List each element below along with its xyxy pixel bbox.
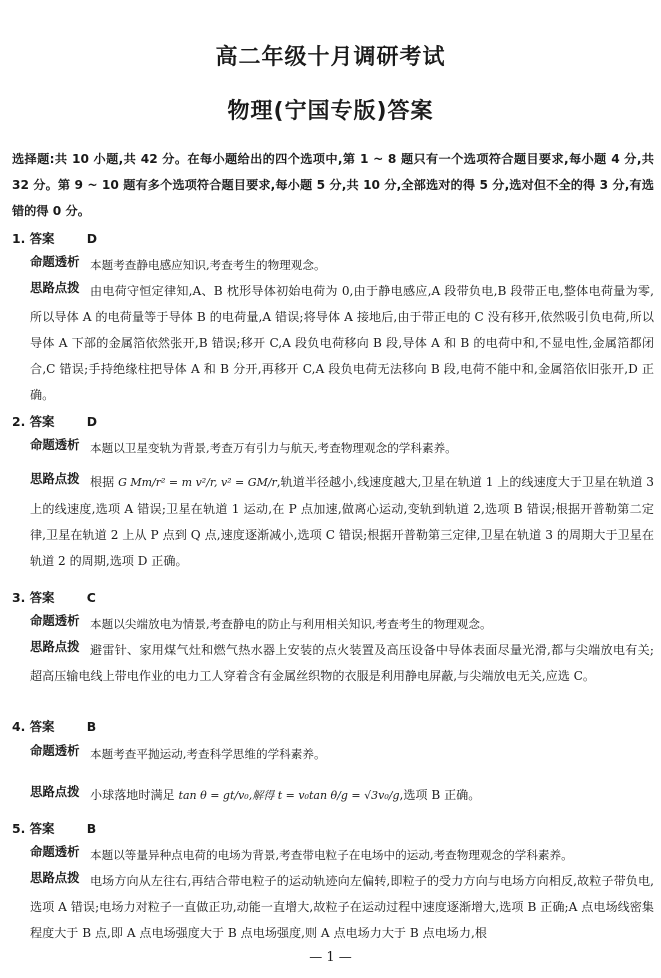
question-1-header (12, 229, 97, 247)
hint-lead: 小球落地时满足 (90, 788, 175, 802)
question-number: 4. (12, 719, 26, 734)
analysis-text: 本题考查静电感应知识,考查考生的物理观念。 (90, 258, 326, 272)
gravitation-formula: G Mm/r² = m v²/r, v² = GM/r (118, 476, 277, 489)
question-2-header (12, 412, 97, 430)
answer-label: 答案 (29, 821, 55, 836)
answer-value: C (86, 590, 96, 605)
hint-text (30, 782, 654, 809)
answer-label: 答案 (29, 414, 55, 429)
analysis-label: 命题透析 (30, 743, 80, 758)
hint-text: 由电荷守恒定律知,A、B 枕形导体初始电荷为 0,由于静电感应,A 段带负电,B 段带正电,整体电荷量为零,所以导体 A 的电荷量等于导体 B 的电荷量,A 错误;将导体 A 接地后,由于带正电的 C 没有移开,依然吸引负电荷,所以导体 A 下部的金属箔依然张开,B 错误;移开 C,A 段负电荷移向 B 段,导体 A 和 B 的电荷中和,不显电性,金属箔都闭合,C 错误;手持绝缘柱把导体 A 和 B 分开,再移开 C,A 段负电荷无法移向 B 段,电荷不能中和,金属箔依旧张开,D 正确。 (30, 284, 654, 402)
hint-label: 思路点拨 (30, 784, 80, 799)
analysis-text: 本题以尖端放电为情景,考查静电的防止与利用相关知识,考查考生的物理观念。 (90, 617, 492, 631)
page-number: — 1 — (309, 950, 352, 965)
question-number: 1. (12, 231, 26, 246)
question-5-header (12, 819, 96, 837)
question-3-hint (30, 637, 654, 689)
analysis-label: 命题透析 (30, 613, 80, 628)
analysis-label: 命题透析 (30, 254, 80, 269)
analysis-text: 本题以等量异种点电荷的电场为背景,考查带电粒子在电场中的运动,考查物理观念的学科素养。 (90, 848, 573, 862)
question-1-hint (30, 278, 654, 408)
projectile-formula: tan θ = gt/v₀,解得 t = v₀tan θ/g = √3v₀/g (178, 789, 400, 802)
answer-value: D (86, 414, 98, 429)
question-number: 3. (12, 590, 26, 605)
question-4-hint (30, 782, 654, 809)
answer-label: 答案 (29, 719, 55, 734)
answer-label: 答案 (29, 231, 55, 246)
analysis-text: 本题以卫星变轨为背景,考查万有引力与航天,考查物理观念的学科素养。 (90, 441, 457, 455)
answer-value: D (86, 231, 98, 246)
hint-text (30, 469, 654, 574)
page-subtitle: 物理(宁国专版)答案 (227, 99, 434, 124)
hint-body: ,选项 B 正确。 (399, 788, 481, 802)
hint-lead: 根据 (90, 475, 115, 489)
question-4-analysis (30, 741, 654, 767)
question-5-analysis (30, 842, 654, 868)
answer-label: 答案 (29, 590, 55, 605)
question-2-hint (30, 469, 654, 574)
section-instructions: 选择题:共 10 小题,共 42 分。在每小题给出的四个选项中,第 1 ~ 8 题只有一个选项符合题目要求,每小题 4 分,共 32 分。第 9 ~ 10 题有多个选项符合题目要求,每小题 5 分,共 10 分,全部选对的得 5 分,选对但不全的得 3 分,有选错的得 0 分。 (12, 152, 654, 218)
hint-text: 电场方向从左往右,再结合带电粒子的运动轨迹向左偏转,即粒子的受力方向与电场方向相反,故粒子带负电,选项 A 错误;电场力对粒子一直做正功,动能一直增大,故粒子在运动过程中速度逐渐增大,选项 B 正确;A 点电场线密集程度大于 B 点,即 A 点电场强度大于 B 点电场强度,则 A 点电场力大于 B 点电场力,根 (30, 874, 654, 940)
question-2-analysis (30, 435, 654, 461)
hint-text: 避雷针、家用煤气灶和燃气热水器上安装的点火装置及高压设备中导体表面尽量光滑,都与尖端放电有关;超高压输电线上带电作业的电力工人穿着含有金属丝织物的衣服是利用静电屏蔽,与尖端放电无关,应选 C。 (30, 643, 654, 683)
question-number: 5. (12, 821, 26, 836)
question-5-hint (30, 868, 654, 946)
hint-label: 思路点拨 (30, 870, 80, 885)
hint-label: 思路点拨 (30, 280, 80, 295)
question-4-header (12, 717, 96, 735)
question-3-analysis (30, 611, 654, 637)
question-3-header (12, 588, 96, 606)
analysis-label: 命题透析 (30, 844, 80, 859)
answer-value: B (86, 719, 97, 734)
hint-body: ,轨道半径越小,线速度越大,卫星在轨道 1 上的线速度大于卫星在轨道 3 上的线速度,选项 A 错误;卫星在轨道 1 运动,在 P 点加速,做离心运动,变轨到轨道 2,选项 B 错误;根据开普勒第二定律,卫星在轨道 2 上从 P 点到 Q 点,速度逐渐减小,选项 C 错误;根据开普勒第三定律,卫星在轨道 3 的周期大于卫星在轨道 2 的周期,选项 D 正确。 (30, 475, 654, 568)
analysis-text: 本题考查平抛运动,考查科学思维的学科素养。 (90, 747, 326, 761)
page-title: 高二年级十月调研考试 (215, 45, 446, 70)
hint-label: 思路点拨 (30, 471, 80, 486)
answer-value: B (86, 821, 97, 836)
question-number: 2. (12, 414, 26, 429)
analysis-label: 命题透析 (30, 437, 80, 452)
hint-label: 思路点拨 (30, 639, 80, 654)
question-1-analysis (30, 252, 654, 278)
